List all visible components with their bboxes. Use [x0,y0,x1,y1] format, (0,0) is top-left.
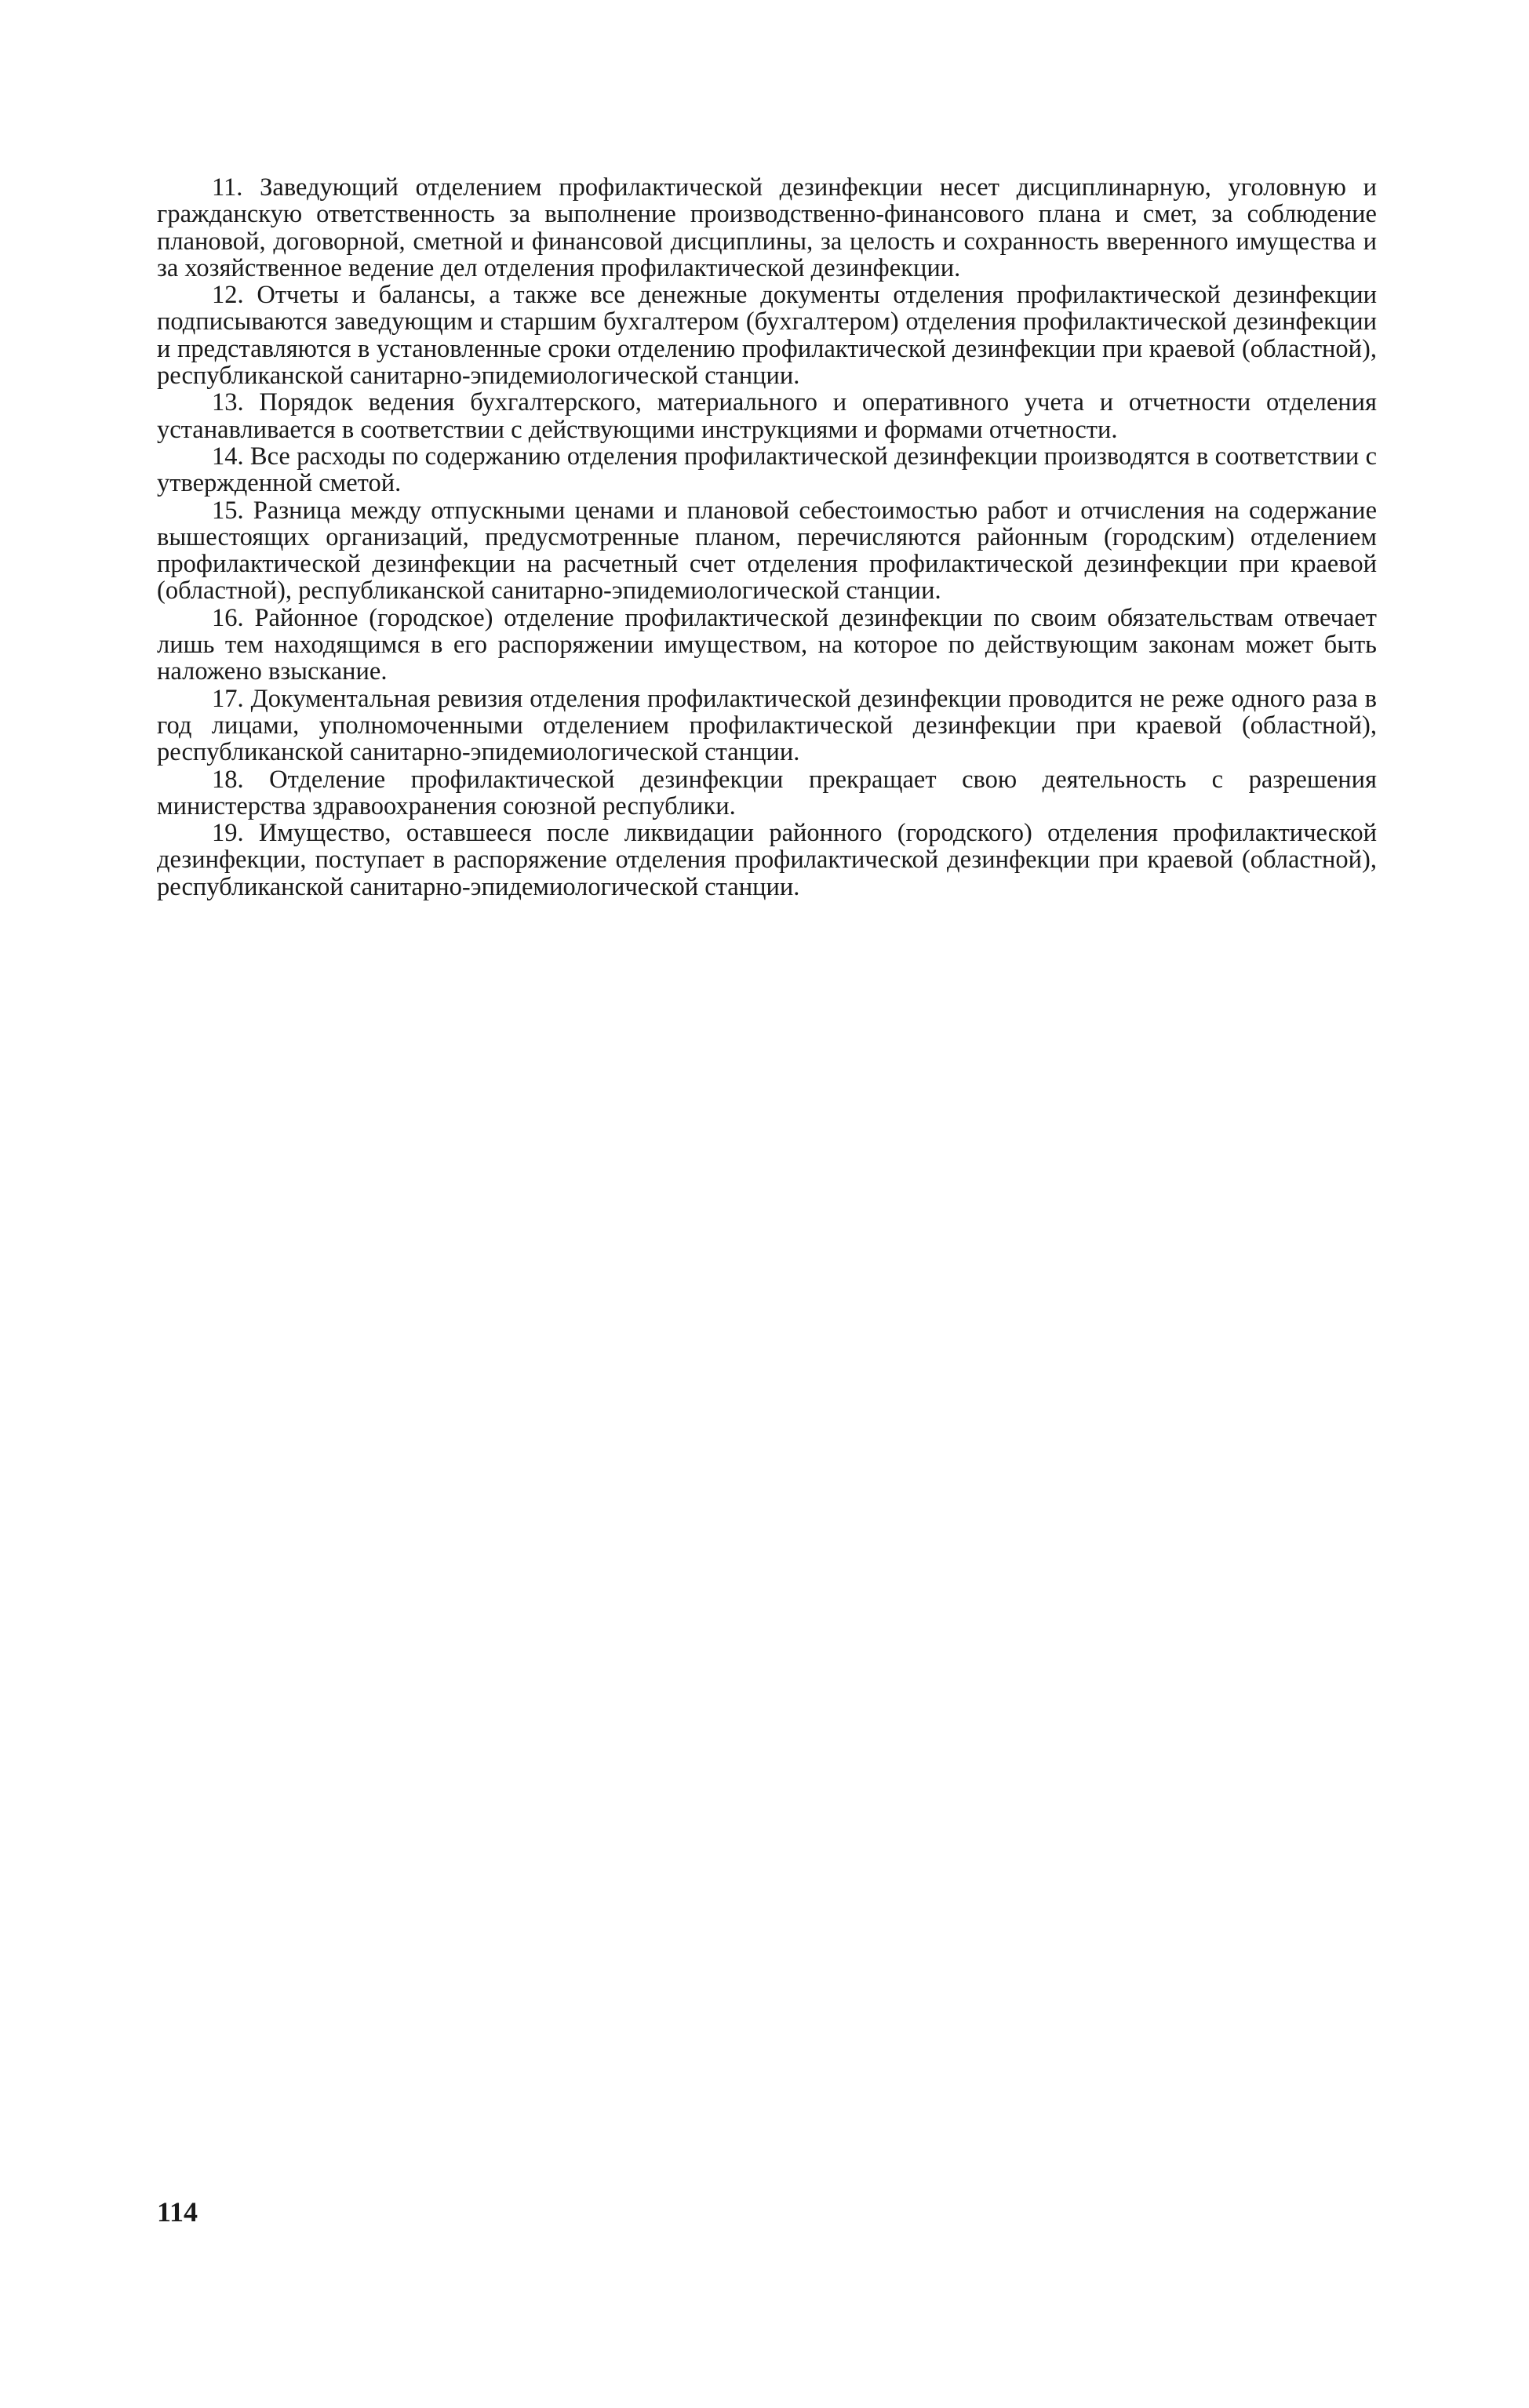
paragraph-16: 16. Районное (городское) отделение профилактической дезинфекции по своим обязательствам отвечает лишь тем находящимся в его распоряжении имуществом, на которое по действующим законам может быть наложено взыскание. [157,603,1377,686]
document-body [157,174,1377,900]
paragraph-19: 19. Имущество, оставшееся после ликвидации районного (городского) отделения профилактической дезинфекции, поступает в распоряжение отделения профилактической дезинфекции при краевой (областной), республиканской санитарно-эпидемиологической станции. [157,819,1377,901]
paragraph-14: 14. Все расходы по содержанию отделения профилактической дезинфекции производятся в соответствии с утвержденной сметой. [157,442,1377,498]
paragraph-12: 12. Отчеты и балансы, а также все денежные документы отделения профилактической дезинфекции подписываются заведующим и старшим бухгалтером (бухгалтером) отделения профилактической дезинфекции и представляются в установленные сроки отделению профилактической дезинфекции при краевой (областной), республиканской санитарно-эпидемиологической станции. [157,281,1377,391]
paragraph-17: 17. Документальная ревизия отделения профилактической дезинфекции проводится не реже одного раза в год лицами, уполномоченными отделением профилактической дезинфекции при краевой (областной), республиканской санитарно-эпидемиологической станции. [157,684,1377,767]
paragraph-13: 13. Порядок ведения бухгалтерского, материального и оперативного учета и отчетности отделения устанавливается в соответствии с действующими инструкциями и формами отчетности. [157,388,1377,444]
paragraph-11: 11. Заведующий отделением профилактической дезинфекции несет дисциплинарную, уголовную и гражданскую ответственность за выполнение производственно-финансового плана и смет, за соблюдение плановой, договорной, сметной и финансовой дисциплины, за целость и сохранность вверенного имущества и за хозяйственное ведение дел отделения профилактической дезинфекции. [157,173,1377,282]
paragraph-18: 18. Отделение профилактической дезинфекции прекращает свою деятельность с разрешения министерства здравоохранения союзной республики. [157,765,1377,820]
page-number: 114 [157,2196,198,2228]
paragraph-15: 15. Разница между отпускными ценами и плановой себестоимостью работ и отчисления на содержание вышестоящих организаций, предусмотренные планом, перечисляются районным (городским) отделением профилактической дезинфекции на расчетный счет отделения профилактической дезинфекции при краевой (областной), республиканской санитарно-эпидемиологической станции. [157,496,1377,606]
